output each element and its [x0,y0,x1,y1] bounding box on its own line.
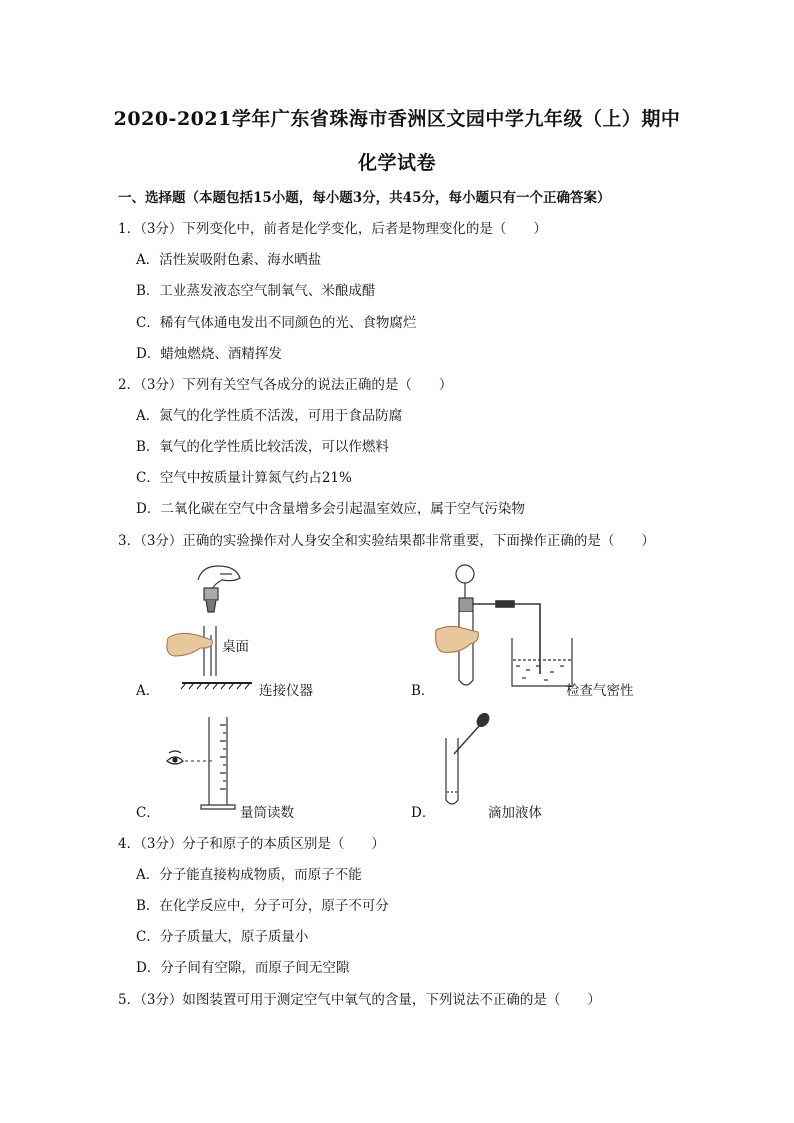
q1-option-a: A．活性炭吸附色素、海水晒盐 [136,252,322,268]
q1-option-b: B．工业蒸发液态空气制氧气、米酿成醋 [136,283,376,299]
q1-stem: 1．（3分）下列变化中，前者是化学变化，后者是物理变化的是（ ） [118,221,547,237]
q3-option-b-letter: B． [411,683,435,699]
q1-option-d: D．蜡烛燃烧、酒精挥发 [136,346,282,362]
q3-option-a-letter: A． [136,683,160,699]
q3-option-b-label: 检查气密性 [566,683,634,699]
q3-option-d-letter: D． [411,805,436,821]
q2-stem: 2．（3分）下列有关空气各成分的说法正确的是（ ） [118,377,453,393]
q3-option-c-letter: C． [136,805,160,821]
connect-apparatus-figure [160,560,270,690]
desk-label: 桌面 [222,639,249,655]
q4-option-c: C．分子质量大，原子质量小 [136,929,309,945]
exam-title-line2: 化学试卷 [357,152,436,174]
cylinder-reading-figure [165,713,245,813]
q2-option-d: D．二氧化碳在空气中含量增多会引起温室效应，属于空气污染物 [136,501,525,517]
airtightness-figure [432,562,582,692]
q5-stem: 5．（3分）如图装置可用于测定空气中氧气的含量，下列说法不正确的是（ ） [118,992,601,1008]
delivery-tube-icon [472,601,540,674]
test-tube-icon [204,626,216,676]
section-heading: 一、选择题（本题包括15小题，每小题3分，共45分，每小题只有一个正确答案） [118,190,611,206]
holding-hand-icon [167,633,213,656]
q1-option-c: C．稀有气体通电发出不同颜色的光、食物腐烂 [136,315,417,331]
q4-option-d: D．分子间有空隙，而原子间无空隙 [136,960,350,976]
beaker-icon [512,638,572,686]
q2-option-c: C．空气中按质量计算氮气约占21% [136,470,352,486]
q3-option-d-label: 滴加液体 [488,805,542,821]
graduated-cylinder-icon [201,717,235,809]
q4-stem: 4．（3分）分子和原子的本质区别是（ ） [118,836,385,852]
q2-option-a: A．氮气的化学性质不活泼，可用于食品防腐 [136,408,403,424]
q2-option-b: B．氧气的化学性质比较活泼，可以作燃料 [136,439,389,455]
dropper-icon [454,711,491,754]
q4-option-b: B．在化学反应中，分子可分，原子不可分 [136,898,389,914]
q3-stem: 3．（3分）正确的实验操作对人身安全和实验结果都非常重要，下面操作正确的是（ ） [118,533,655,549]
dropping-liquid-figure [438,710,498,810]
eye-icon [167,751,183,764]
q3-option-a-label: 连接仪器 [259,683,313,699]
q3-option-c-label: 量筒读数 [240,805,294,821]
q4-option-a: A．分子能直接构成物质，而原子不能 [136,867,362,883]
test-tube-icon [446,738,458,804]
exam-title-line1: 2020-2021学年广东省珠海市香洲区文园中学九年级（上）期中 [113,108,681,130]
hand-with-stopper-icon [198,566,240,612]
desk-surface [181,683,252,689]
